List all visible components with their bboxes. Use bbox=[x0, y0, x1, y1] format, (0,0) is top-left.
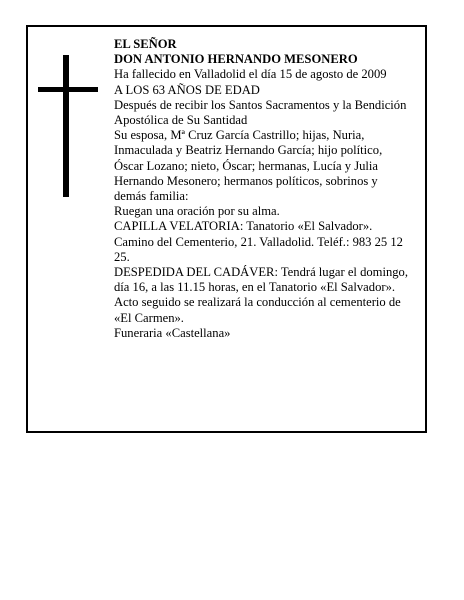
death-announcement: Ha fallecido en Valladolid el día 15 de agosto de 2009 bbox=[114, 67, 387, 82]
farewell-info: DESPEDIDA DEL CADÁVER: Tendrá lugar el domingo, día 16, a las 11.15 horas, en el Tanatorio «El Salvador». Acto seguido se realizará la conducción al cementerio de «El Carmen». bbox=[114, 265, 408, 325]
obituary-text bbox=[114, 37, 410, 341]
deceased-title: EL SEÑOR bbox=[114, 37, 177, 51]
family-list: Su esposa, Mª Cruz García Castrillo; hijas, Nuria, Inmaculada y Beatriz Hernando García; hijo político, Óscar Lozano; nieto, Óscar; hermanas, Lucía y Julia Hernando Mesonero; hermanos políticos, sobrinos y demás familia: bbox=[114, 128, 383, 204]
latin-cross-icon bbox=[38, 55, 98, 197]
prayer-request: Ruegan una oración por su alma. bbox=[114, 204, 280, 219]
deceased-name: DON ANTONIO HERNANDO MESONERO bbox=[114, 52, 358, 67]
cross-vertical-bar bbox=[63, 55, 69, 197]
funeral-home: Funeraria «Castellana» bbox=[114, 325, 231, 340]
cross-horizontal-bar bbox=[38, 87, 98, 92]
age-line: A LOS 63 AÑOS DE EDAD bbox=[114, 82, 260, 97]
chapel-info: CAPILLA VELATORIA: Tanatorio «El Salvador». Camino del Cementerio, 21. Valladolid. Teléf.: 983 25 12 25. bbox=[114, 219, 403, 264]
sacraments-line: Después de recibir los Santos Sacramentos y la Bendición Apostólica de Su Santidad bbox=[114, 97, 407, 128]
